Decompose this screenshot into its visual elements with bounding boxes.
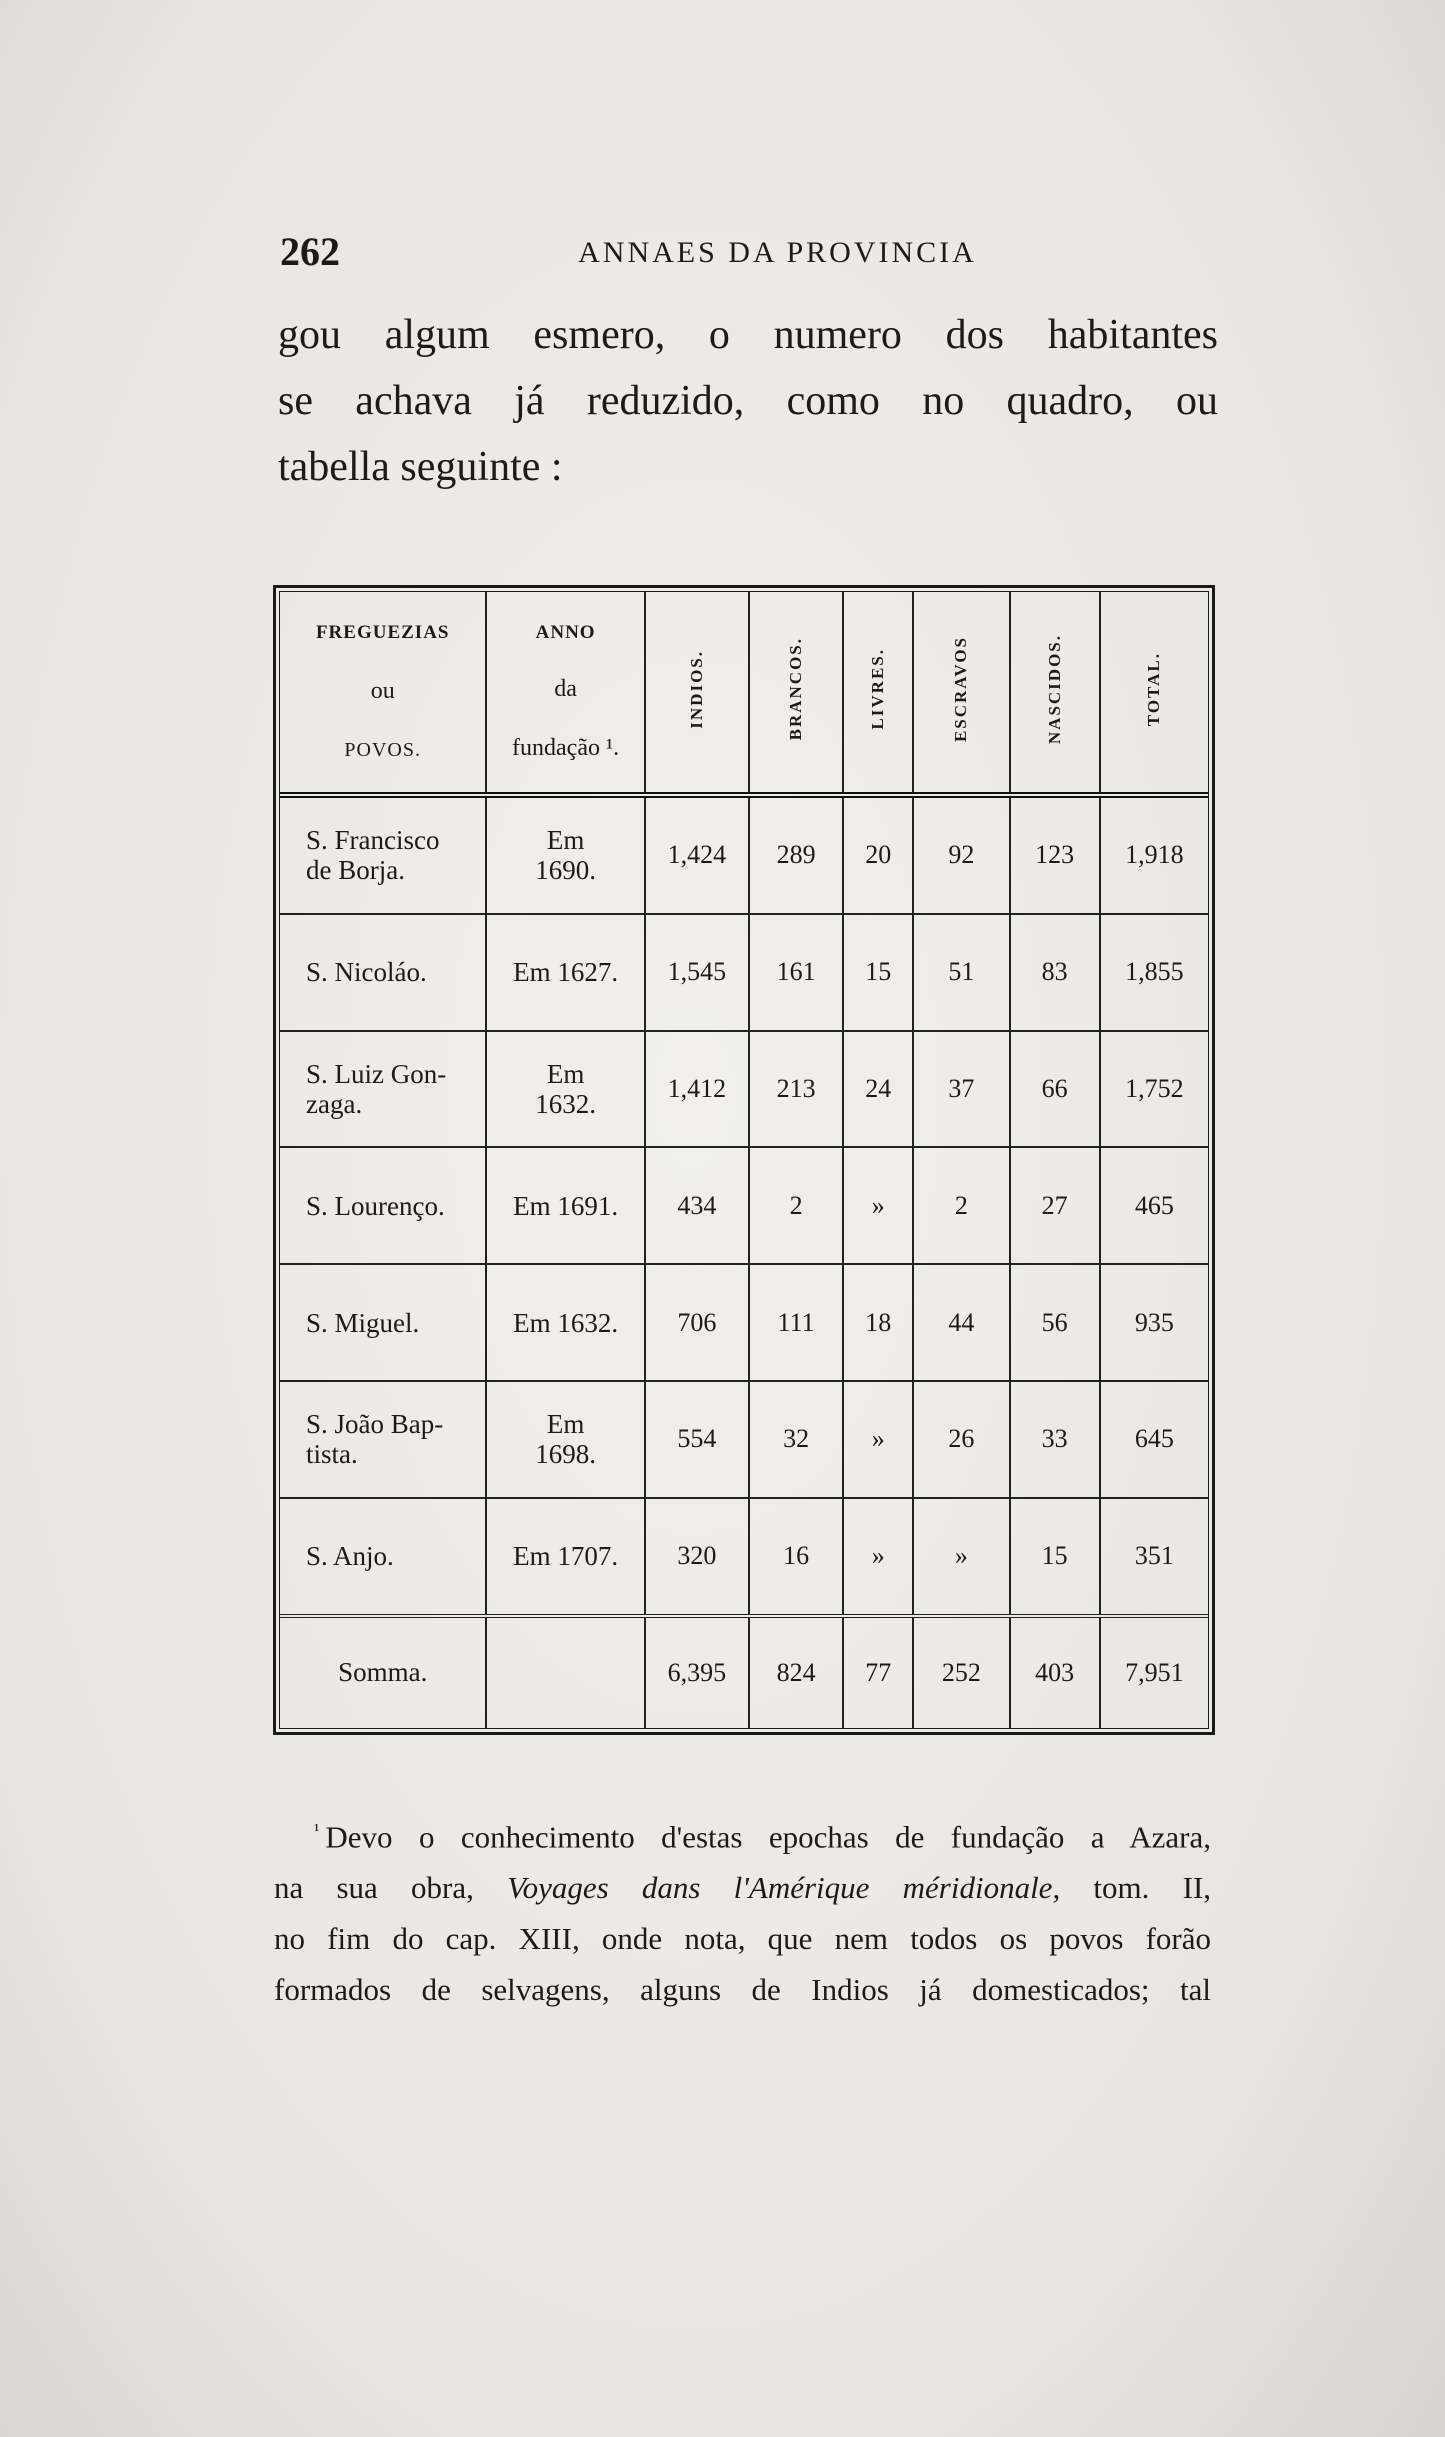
table-row: [280, 1147, 1208, 1264]
cell-nascidos: 33: [1010, 1381, 1100, 1498]
cell-escravos: 37: [913, 1031, 1009, 1148]
table-row: [280, 1381, 1208, 1498]
page-header: [280, 228, 1215, 278]
census-table: [280, 592, 1208, 1728]
header-text: FREGUEZIAS: [315, 622, 450, 643]
header-nascidos: [1010, 592, 1100, 795]
header-text: fundação ¹.: [512, 735, 620, 761]
cell-escravos: 92: [913, 795, 1009, 914]
cell-livres: 77: [843, 1616, 913, 1728]
cell-place: S. Francisco de Borja.: [280, 795, 486, 914]
cell-place: S. Anjo.: [280, 1498, 486, 1616]
cell-place: S. João Bap- tista.: [280, 1381, 486, 1498]
table-row: [280, 914, 1208, 1031]
cell-escravos: 44: [913, 1264, 1009, 1381]
header-indios: [645, 592, 749, 795]
cell-year: Em 1707.: [486, 1498, 644, 1616]
cell-livres: 20: [843, 795, 913, 914]
footnote: [274, 1805, 1211, 2015]
cell-brancos: 289: [749, 795, 843, 914]
cell-nascidos: 123: [1010, 795, 1100, 914]
footnote-book-title: Voyages dans l'Amérique méridionale,: [507, 1870, 1061, 1906]
table-row: [280, 1031, 1208, 1148]
cell-brancos: 2: [749, 1147, 843, 1264]
footnote-line: [274, 1805, 1211, 1862]
cell-nascidos: 27: [1010, 1147, 1100, 1264]
cell-nascidos: 66: [1010, 1031, 1100, 1148]
cell-year: Em 1698.: [486, 1381, 644, 1498]
cell-total: 645: [1100, 1381, 1208, 1498]
cell-livres: »: [843, 1381, 913, 1498]
table-total-row: [280, 1616, 1208, 1728]
table-row: [280, 795, 1208, 914]
cell-indios: 1,424: [645, 795, 749, 914]
header-text: da: [554, 676, 577, 702]
cell-indios: 706: [645, 1264, 749, 1381]
header-text: ANNO: [535, 622, 596, 643]
header-total: [1100, 592, 1208, 795]
cell-brancos: 111: [749, 1264, 843, 1381]
cell-total: 1,855: [1100, 914, 1208, 1031]
cell-place: S. Luiz Gon- zaga.: [280, 1031, 486, 1148]
cell-total-label: Somma.: [280, 1616, 486, 1728]
header-text: ESCRAVOS: [951, 635, 971, 743]
cell-year: Em 1691.: [486, 1147, 644, 1264]
header-freguezias: [280, 592, 486, 795]
cell-brancos: 824: [749, 1616, 843, 1728]
cell-year: Em 1690.: [486, 795, 644, 914]
header-text: BRANCOS.: [786, 637, 806, 741]
cell-indios: 1,412: [645, 1031, 749, 1148]
cell-brancos: 161: [749, 914, 843, 1031]
cell-empty: [486, 1616, 644, 1728]
header-livres: [843, 592, 913, 795]
footnote-marker: ¹: [314, 1820, 320, 1840]
cell-nascidos: 403: [1010, 1616, 1100, 1728]
footnote-line: no fim do cap. XIII, onde nota, que nem todos os povos forão: [274, 1921, 1211, 1957]
cell-indios: 320: [645, 1498, 749, 1616]
cell-escravos: 252: [913, 1616, 1009, 1728]
cell-escravos: »: [913, 1498, 1009, 1616]
table-row: [280, 1498, 1208, 1616]
header-text: POVOS.: [344, 739, 421, 761]
cell-livres: 18: [843, 1264, 913, 1381]
cell-place: S. Lourenço.: [280, 1147, 486, 1264]
header-escravos: [913, 592, 1009, 795]
body-line: gou algum esmero, o numero dos habitantes: [278, 312, 1218, 358]
cell-indios: 6,395: [645, 1616, 749, 1728]
cell-livres: 15: [843, 914, 913, 1031]
footnote-line: formados de selvagens, alguns de Indios já domesticados; tal: [274, 1972, 1211, 2008]
footnote-text: Devo o conhecimento d'estas epochas de fundação a Azara,: [325, 1819, 1211, 1855]
footnote-line: [274, 1862, 1211, 1913]
cell-livres: »: [843, 1498, 913, 1616]
cell-total: 7,951: [1100, 1616, 1208, 1728]
body-paragraph: [278, 302, 1218, 500]
cell-livres: 24: [843, 1031, 913, 1148]
census-table-frame: [273, 585, 1215, 1735]
table-row: [280, 1264, 1208, 1381]
body-line: tabella seguinte :: [278, 444, 563, 490]
header-anno: [486, 592, 644, 795]
table-header-row: [280, 592, 1208, 795]
footnote-text: tom. II,: [1093, 1870, 1212, 1906]
cell-total: 465: [1100, 1147, 1208, 1264]
cell-brancos: 32: [749, 1381, 843, 1498]
cell-nascidos: 56: [1010, 1264, 1100, 1381]
header-text: NASCIDOS.: [1044, 633, 1064, 745]
cell-place: S. Miguel.: [280, 1264, 486, 1381]
page-number: 262: [280, 229, 340, 274]
cell-year: Em 1632.: [486, 1264, 644, 1381]
cell-escravos: 51: [913, 914, 1009, 1031]
cell-nascidos: 83: [1010, 914, 1100, 1031]
cell-indios: 554: [645, 1381, 749, 1498]
cell-year: Em 1627.: [486, 914, 644, 1031]
cell-brancos: 213: [749, 1031, 843, 1148]
cell-total: 935: [1100, 1264, 1208, 1381]
census-table-inner: [279, 591, 1209, 1729]
cell-brancos: 16: [749, 1498, 843, 1616]
cell-year: Em 1632.: [486, 1031, 644, 1148]
cell-livres: »: [843, 1147, 913, 1264]
cell-total: 1,918: [1100, 795, 1208, 914]
cell-escravos: 26: [913, 1381, 1009, 1498]
cell-escravos: 2: [913, 1147, 1009, 1264]
header-text: LIVRES.: [868, 648, 888, 730]
header-brancos: [749, 592, 843, 795]
header-text: TOTAL.: [1144, 651, 1164, 727]
running-title: ANNAES DA PROVINCIA: [578, 236, 977, 269]
cell-nascidos: 15: [1010, 1498, 1100, 1616]
cell-indios: 1,545: [645, 914, 749, 1031]
cell-total: 1,752: [1100, 1031, 1208, 1148]
cell-indios: 434: [645, 1147, 749, 1264]
header-text: INDIOS.: [686, 649, 706, 729]
footnote-text: na sua obra,: [274, 1870, 474, 1906]
cell-total: 351: [1100, 1498, 1208, 1616]
cell-place: S. Nicoláo.: [280, 914, 486, 1031]
body-line: se achava já reduzido, como no quadro, ou: [278, 378, 1218, 424]
header-text: ou: [370, 678, 395, 704]
